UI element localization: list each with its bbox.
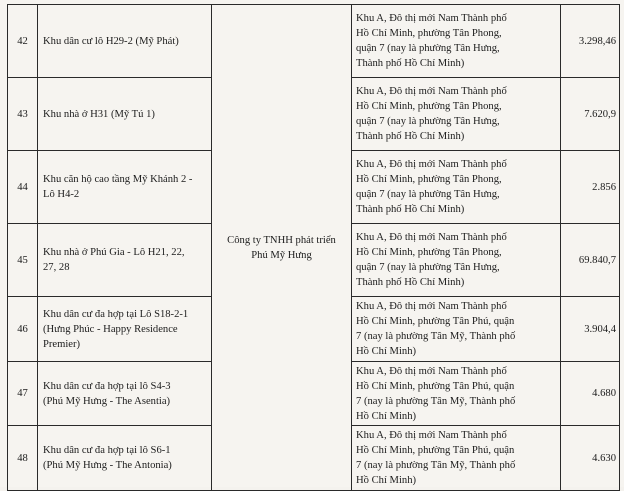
project-area: 4.630 [561, 426, 620, 491]
project-name: Khu dân cư đa hợp tại lô S4-3 (Phú Mỹ Hưng - The Asentia) [38, 362, 212, 426]
project-area: 7.620,9 [561, 78, 620, 151]
investor-name: Công ty TNHH phát triển Phú Mỹ Hưng [212, 5, 352, 491]
project-name: Khu nhà ở H31 (Mỹ Tú 1) [38, 78, 212, 151]
project-name: Khu dân cư lô H29-2 (Mỹ Phát) [38, 5, 212, 78]
project-address: Khu A, Đô thị mới Nam Thành phố Hồ Chí Minh, phường Tân Phong, quận 7 (nay là phường Tân Hưng, Thành phố Hồ Chí Minh) [352, 224, 561, 297]
project-area: 2.856 [561, 151, 620, 224]
project-address: Khu A, Đô thị mới Nam Thành phố Hồ Chí Minh, phường Tân Phú, quận 7 (nay là phường Tân Mỹ, Thành phố Hồ Chí Minh) [352, 362, 561, 426]
project-address: Khu A, Đô thị mới Nam Thành phố Hồ Chí Minh, phường Tân Phú, quận 7 (nay là phường Tân Mỹ, Thành phố Hồ Chí Minh) [352, 426, 561, 491]
project-address: Khu A, Đô thị mới Nam Thành phố Hồ Chí Minh, phường Tân Phong, quận 7 (nay là phường Tân Hưng, Thành phố Hồ Chí Minh) [352, 151, 561, 224]
row-number: 43 [8, 78, 38, 151]
project-name: Khu dân cư đa hợp tại lô S6-1 (Phú Mỹ Hưng - The Antonia) [38, 426, 212, 491]
row-number: 46 [8, 297, 38, 362]
project-address: Khu A, Đô thị mới Nam Thành phố Hồ Chí Minh, phường Tân Phong, quận 7 (nay là phường Tân Hưng, Thành phố Hồ Chí Minh) [352, 78, 561, 151]
project-name: Khu căn hộ cao tầng Mỹ Khánh 2 - Lô H4-2 [38, 151, 212, 224]
project-area: 3.904,4 [561, 297, 620, 362]
table-row [8, 5, 620, 78]
row-number: 44 [8, 151, 38, 224]
row-number: 42 [8, 5, 38, 78]
project-name: Khu nhà ở Phú Gia - Lô H21, 22, 27, 28 [38, 224, 212, 297]
project-area: 3.298,46 [561, 5, 620, 78]
project-area: 69.840,7 [561, 224, 620, 297]
project-area: 4.680 [561, 362, 620, 426]
row-number: 45 [8, 224, 38, 297]
project-table [7, 4, 620, 491]
row-number: 47 [8, 362, 38, 426]
project-name: Khu dân cư đa hợp tại Lô S18-2-1 (Hưng Phúc - Happy Residence Premier) [38, 297, 212, 362]
row-number: 48 [8, 426, 38, 491]
project-address: Khu A, Đô thị mới Nam Thành phố Hồ Chí Minh, phường Tân Phú, quận 7 (nay là phường Tân Mỹ, Thành phố Hồ Chí Minh) [352, 297, 561, 362]
project-address: Khu A, Đô thị mới Nam Thành phố Hồ Chí Minh, phường Tân Phong, quận 7 (nay là phường Tân Hưng, Thành phố Hồ Chí Minh) [352, 5, 561, 78]
